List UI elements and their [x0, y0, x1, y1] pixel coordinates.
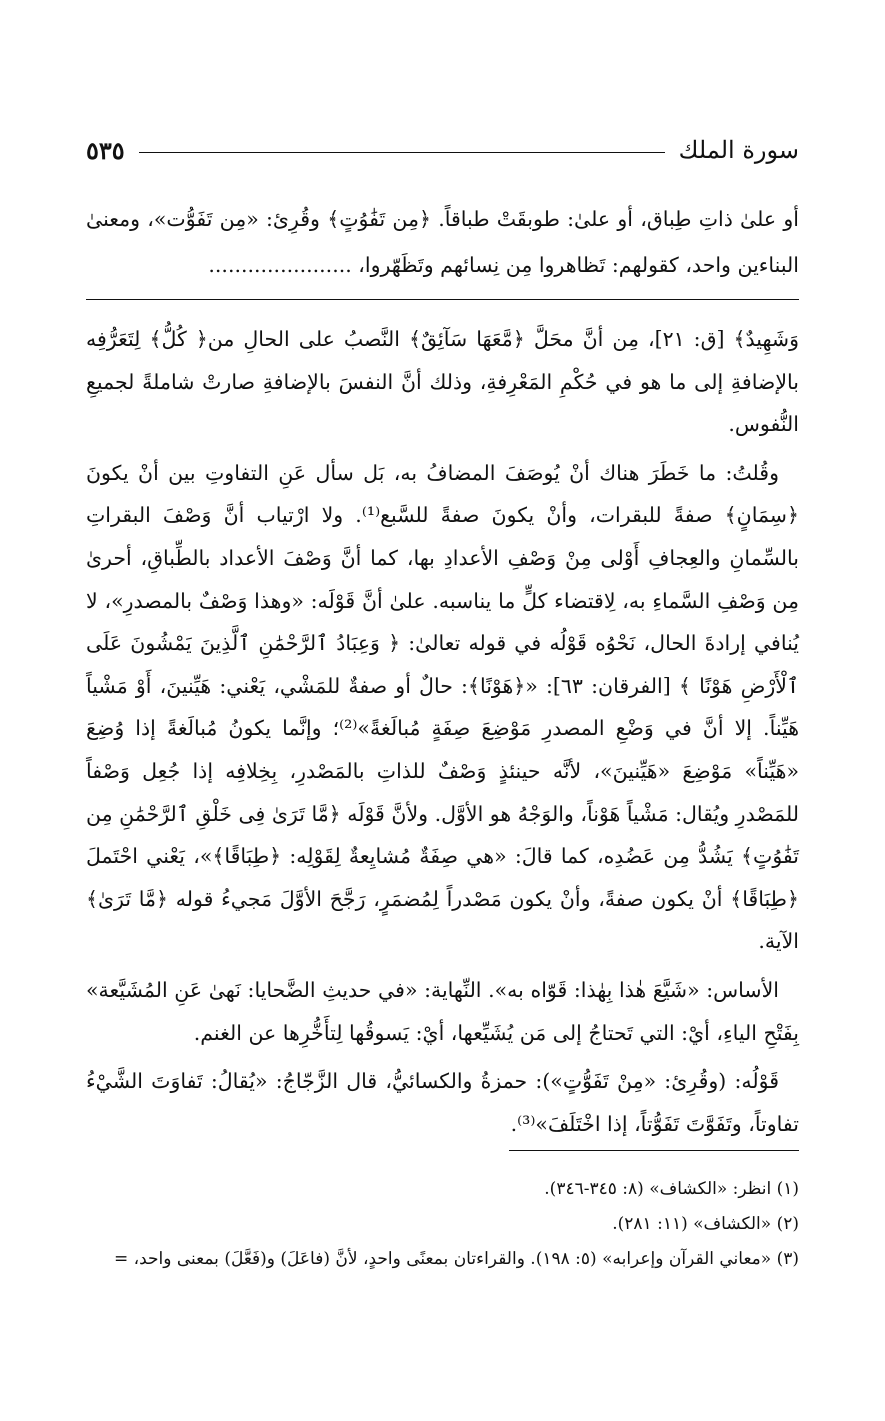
footnote-1: (١) انظر: «الكشاف» (٨: ٣٤٥-٣٤٦).: [544, 1179, 799, 1199]
commentary-paragraph-1: وَشَهِيدٌ﴾ [ق: ٢١]، مِن أنَّ محَلَّ ﴿مَّعَهَا سَآئِقٌ﴾ النَّصبُ على الحالِ من﴿ كُلُّ﴾ لِتَعَرُّفِه بالإضافةِ إلى ما هو في حُكْمِ المَعْرِفةِ، وذلك أنَّ النفسَ بالإضافةِ صارتْ شاملةً لجميعِ النُّفوس.: [86, 327, 799, 437]
footnote-3: (٣) «معاني القرآن وإعرابه» (٥: ١٩٨). والقراءتان بمعنًى واحدٍ، لأنَّ (فاعَلَ) و(فَعَّلَ) بمعنى واحد، =: [113, 1249, 799, 1269]
commentary-paragraph-2: وقُلتُ: ما خَطَرَ هناك أنْ يُوصَفَ المضافُ به، بَل سأل عَنِ التفاوتِ بين أنْ يكونَ ﴿سِمَانٍ﴾ صفةً للبقرات، وأنْ يكونَ صفةً للسَّبع⁽¹⁾. ولا ارْتياب أنَّ وَصْفَ البقراتِ بالسِّمانِ والعِجافِ أَوْلى مِنْ وَصْفِ الأعدادِ بها، كما أنَّ وَصْفَ الأعداد بالطِّباقِ، أحرىٰ مِن وَصْفِ السَّماءِ به، لِاقتضاء كلٍّ ما يناسبه. علىٰ أنَّ قَوْلَه: «وهذا وَصْفٌ بالمصدرِ»، لا يُنافي إرادةَ الحال، نَحْوُه قَوْلُه في قوله تعالىٰ: ﴿ وَعِبَادُ ٱلرَّحْمَٰنِ ٱلَّذِينَ يَمْشُونَ عَلَى ٱلْأَرْضِ هَوْنًا ﴾ [الفرقان: ٦٣]: «﴿هَوْنًا﴾: حالٌ أو صفةٌ للمَشْي، يَعْني: هَيِّنينَ، أَوْ مَشْياً هَيِّناً. إلا أنَّ في وَضْعِ المصدرِ مَوْضِعَ صِفَةٍ مُبالَغةً»⁽²⁾؛ وإنَّما يكونُ مُبالَغةً إذا وُضِعَ «هَيِّناً» مَوْضِعَ «هَيِّنينَ»، لأنَّه حينئذٍ وَصْفٌ للذاتِ بالمَصْدرِ، بِخِلافِه إذا جُعِل وَصْفاً للمَصْدرِ ويُقال: مَشْياً هَوْناً، والوَجْهُ هو الأوَّل. ولأنَّ قَوْلَه ﴿مَّا تَرَىٰ فِى خَلْقِ ٱلرَّحْمَٰنِ مِن تَفَٰوُتٍ﴾ يَشُدُّ مِن عَضُدِه، كما قالَ: «هي صِفَةٌ مُشايِعةٌ لِقَوْلِه: ﴿طِبَاقًا﴾»، يَعْني احْتَملَ ﴿طِبَاقًا﴾ أنْ يكون صفةً، وأنْ يكون مَصْدراً لِمُضمَرٍ، رَجَّحَ الأوَّلَ مَجيءُ قوله ﴿مَّا تَرَىٰ﴾ الآية.: [86, 460, 799, 954]
surah-title: سورة الملك: [678, 136, 799, 164]
main-text: [86, 196, 799, 288]
commentary-paragraph-4: قَوْلُه: (وقُرِئ: «مِنْ تَفَوُّتٍ»): حمزةُ والكسائيُّ، قال الزَّجّاجُ: «يُقالُ: تَفاوَتَ الشَّيْءُ تفاوتاً، وتَفَوَّتَ تَفَوُّتاً، إذا اخْتَلَفَ»⁽³⁾.: [86, 1069, 799, 1136]
commentary-paragraph-3: الأساس: «شَيَّعَ هٰذا بِهٰذا: قَوّاه به». النِّهاية: «في حديثِ الضَّحايا: نَهىٰ عَنِ المُشَيَّعة» بِفَتْحِ الياءِ، أيْ: التي تَحتاجُ إلى مَن يُشَيِّعها، أيْ: يَسوقُها لِتأَخُّرِها عن الغنم.: [86, 977, 799, 1045]
page-number: ٥٣٥: [86, 135, 125, 165]
page-header: [86, 128, 799, 172]
footnote-divider: [509, 1150, 799, 1151]
footnote-2: (٢) «الكشاف» (١١: ٢٨١).: [612, 1214, 799, 1234]
section-divider: [86, 299, 799, 300]
commentary-text: [86, 318, 799, 1151]
footnotes: [86, 1172, 799, 1277]
header-rule: [139, 152, 665, 153]
main-text-paragraph: أو علىٰ ذاتِ طِباق، أو علىٰ: طوبقَتْ طباقاً. ﴿مِن تَفَٰوُتٍ﴾ وقُرِئ: «مِن تَفَوُّت»، ومعنىٰ البناءين واحد، كقولهم: تَظاهروا مِن نِسائهم وتَظَهّروا، ......................: [86, 207, 799, 277]
